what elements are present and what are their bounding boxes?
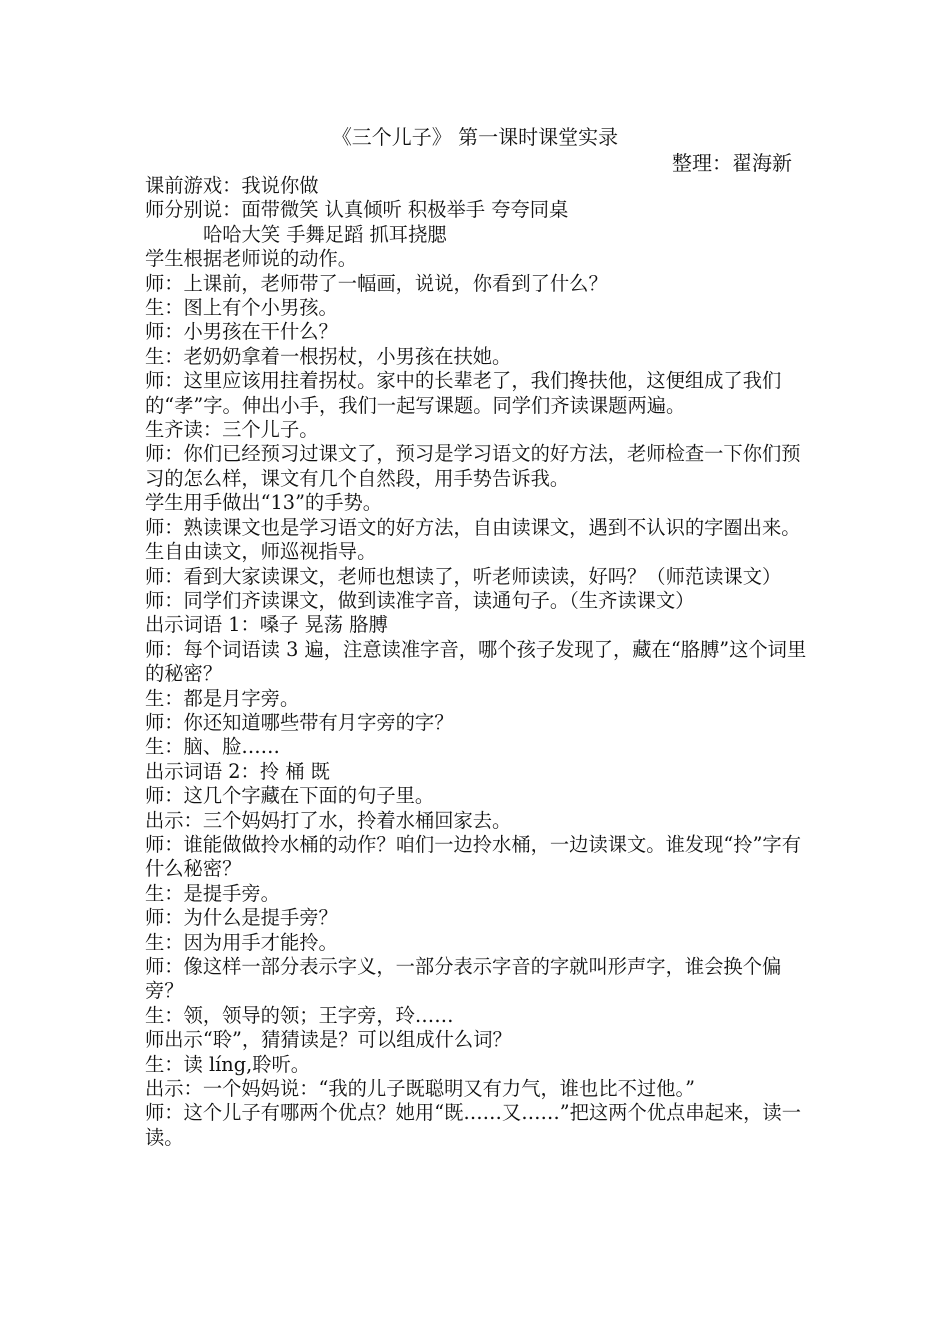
paragraph: 师：这个儿子有哪两个优点？她用“既……又……”把这两个优点串起来，读一读。 xyxy=(145,1101,801,1149)
paragraph: 师：这里应该用拄着拐杖。家中的长辈老了，我们搀扶他，这便组成了我们的“孝”字。伸出小手，我们一起写课题。同学们齐读课题两遍。 xyxy=(145,369,782,417)
paragraph: 生齐读：三个儿子。 xyxy=(145,418,319,442)
paragraph: 师：同学们齐读课文，做到读准字音，读通句子。（生齐读课文） xyxy=(145,588,695,612)
paragraph: 生：因为用手才能拎。 xyxy=(145,930,338,954)
paragraph: 哈哈大笑 手舞足蹈 抓耳挠腮 xyxy=(203,222,447,246)
paragraph: 师：上课前，老师带了一幅画，说说，你看到了什么？ xyxy=(145,271,608,295)
paragraph: 师：谁能做做拎水桶的动作？咱们一边拎水桶，一边读课文。谁发现“拎”字有什么秘密？ xyxy=(145,832,801,881)
paragraph: 出示：一个妈妈说：“我的儿子既聪明又有力气，谁也比不过他。” xyxy=(145,1077,695,1101)
paragraph: 师：看到大家读课文，老师也想读了，听老师读读，好吗？（师范读课文） xyxy=(145,564,782,588)
paragraph: 生自由读文，师巡视指导。 xyxy=(145,540,377,564)
document-body xyxy=(145,174,809,1150)
paragraph: 师出示“聆”，猜猜读是？可以组成什么词？ xyxy=(145,1028,512,1052)
paragraph: 生：都是月字旁。 xyxy=(145,686,300,710)
paragraph: 出示：三个妈妈打了水，拎着水桶回家去。 xyxy=(145,808,512,832)
document-author: 整理：翟海新 xyxy=(672,151,792,175)
paragraph: 生：图上有个小男孩。 xyxy=(145,296,338,320)
paragraph: 生：老奶奶拿着一根拐杖，小男孩在扶她。 xyxy=(145,344,512,368)
paragraph: 师：每个词语读 3 遍，注意读准字音，哪个孩子发现了，藏在“胳膊”这个词里的秘密？ xyxy=(145,637,807,686)
paragraph: 出示词语 1：嗓子 晃荡 胳膊 xyxy=(145,613,388,637)
paragraph: 师：熟读课文也是学习语文的好方法，自由读课文，遇到不认识的字圈出来。 xyxy=(145,515,801,539)
paragraph: 师：像这样一部分表示字义，一部分表示字音的字就叫形声字，谁会换个偏旁？ xyxy=(145,955,782,1003)
document-title: 《三个儿子》 第一课时课堂实录 xyxy=(331,125,619,149)
paragraph: 生：读 líng,聆听。 xyxy=(145,1052,311,1076)
paragraph: 师：你们已经预习过课文了，预习是学习语文的好方法，老师检查一下你们预习的怎么样，课文有几个自然段，用手势告诉我。 xyxy=(145,442,801,490)
paragraph: 师：这几个字藏在下面的句子里。 xyxy=(145,784,435,808)
paragraph: 学生根据老师说的动作。 xyxy=(145,247,358,271)
paragraph: 师：你还知道哪些带有月字旁的字？ xyxy=(145,710,454,734)
paragraph: 学生用手做出“13”的手势。 xyxy=(145,491,383,515)
paragraph: 生：是提手旁。 xyxy=(145,881,280,905)
paragraph: 师：小男孩在干什么？ xyxy=(145,320,338,344)
paragraph: 师分别说：面带微笑 认真倾听 积极举手 夸夸同桌 xyxy=(145,198,569,222)
paragraph: 生：脑、脸…… xyxy=(145,735,280,759)
paragraph: 师：为什么是提手旁？ xyxy=(145,906,338,930)
paragraph: 课前游戏：我说你做 xyxy=(145,174,319,197)
paragraph: 生：领，领导的领；王字旁，玲…… xyxy=(145,1003,454,1027)
paragraph: 出示词语 2：拎 桶 既 xyxy=(145,759,330,783)
